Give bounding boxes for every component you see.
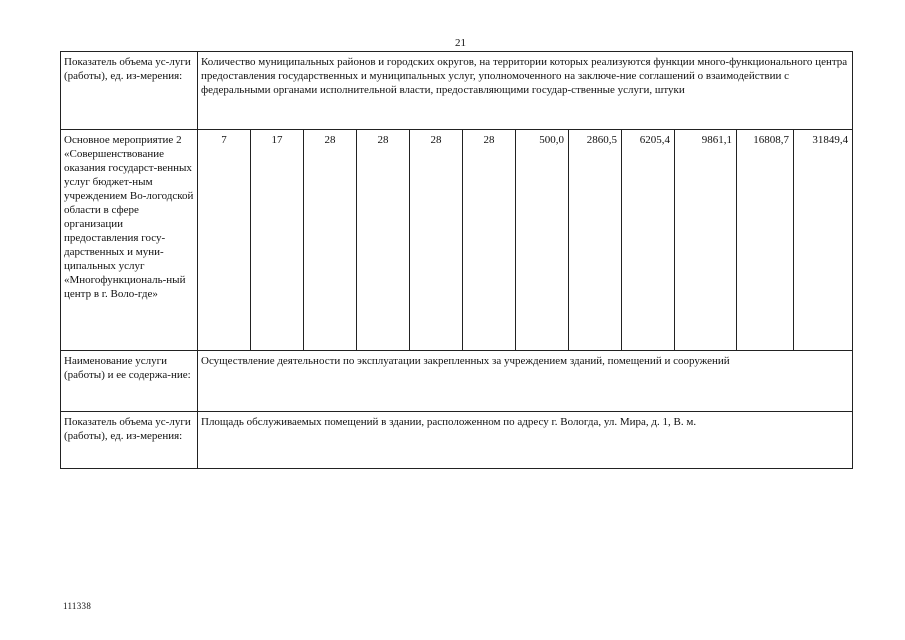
activity-label: Основное мероприятие 2 «Совершенствование оказания государст-венных услуг бюджет-ным учреждением Во-логодской области в сфере организации предоставления госу-дарственных и муни-ципальных услуг «Многофункциональ-ный центр в г. Воло-где» (61, 130, 198, 351)
table-row-indicator-2 (61, 412, 853, 469)
value-cell: 2860,5 (569, 130, 622, 351)
table-row-service-name (61, 351, 853, 412)
value-cell: 31849,4 (794, 130, 853, 351)
value-cell: 16808,7 (737, 130, 794, 351)
page-number: 21 (455, 37, 466, 49)
value-cell: 7 (198, 130, 251, 351)
service-name-label: Наименование услуги (работы) и ее содержа-ние: (61, 351, 198, 412)
table-row-activity (61, 130, 853, 351)
value-cell: 28 (463, 130, 516, 351)
value-cell: 6205,4 (622, 130, 675, 351)
value-cell: 28 (357, 130, 410, 351)
indicator-text: Количество муниципальных районов и городских округов, на территории которых реализуются функции много-функционального центра предоставления государственных и муниципальных услуг, уполномоченного на заключе-ние соглашений о взаимодействии с федеральными органами исполнительной власти, предоставляющими государ-ственные услуги, штуки (198, 52, 853, 130)
value-cell: 17 (251, 130, 304, 351)
table-row-indicator-1 (61, 52, 853, 130)
service-name-text: Осуществление деятельности по эксплуатации закрепленных за учреждением зданий, помещений и сооружений (198, 351, 853, 412)
document-id: 111338 (63, 601, 92, 611)
value-cell: 9861,1 (675, 130, 737, 351)
value-cell: 28 (304, 130, 357, 351)
indicator-label: Показатель объема ус-луги (работы), ед. из-мерения: (61, 52, 198, 130)
indicator-text: Площадь обслуживаемых помещений в здании, расположенном по адресу г. Вологда, ул. Мира, д. 1, В. м. (198, 412, 853, 469)
value-cell: 28 (410, 130, 463, 351)
program-table (60, 51, 853, 469)
indicator-label: Показатель объема ус-луги (работы), ед. из-мерения: (61, 412, 198, 469)
value-cell: 500,0 (516, 130, 569, 351)
